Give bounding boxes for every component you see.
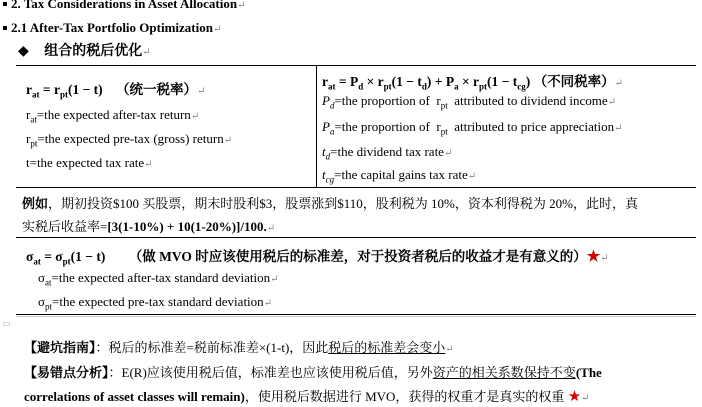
star-icon: ★ bbox=[567, 389, 582, 405]
star-icon: ★ bbox=[586, 249, 601, 265]
different-tax-formula: $r_{at} = P_d \times r_{pt}(1 - t_d) + P_a \times r_{pt}(1 - t_{cg})$ （不同税率）↵ bbox=[322, 74, 623, 92]
table-top-border bbox=[16, 65, 696, 66]
diamond-bullet-icon: ◆ bbox=[18, 44, 29, 59]
def-sigma-pt: $\sigma_{pt}=the$ expected pre-tax standard deviation↵ bbox=[38, 294, 273, 312]
square-bullet-icon bbox=[3, 2, 7, 6]
table-mid-border bbox=[16, 187, 696, 188]
sigma-formula: $\sigma_{at} = \sigma_{pt}(1 - t)$ （做 MVO 时应该使用税后的标准差，对于投资者税后的收益才是有意义的）★↵ bbox=[26, 249, 609, 267]
table-column-divider bbox=[316, 65, 317, 187]
table-mid-border-2 bbox=[16, 237, 696, 238]
pitfall-guide: 【避坑指南】：税后的标准差=税前标准差×(1-t)，因此税后的标准差会变小↵ bbox=[24, 340, 454, 355]
def-t: t=the expected tax rate↵ bbox=[26, 155, 153, 170]
def-pa: $P_a=the$ proportion of $r_{pt}$ attributed to price appreciation↵ bbox=[322, 119, 623, 137]
table-resize-handle[interactable]: ▭ bbox=[2, 318, 11, 328]
example-line-1: 例如，期初投资$100 买股票，期末时股利$3，股票涨到$110，股利税为 10%，资本利得税为 20%，此时，真 bbox=[22, 196, 638, 211]
def-rat: $r_{at}=the$ expected after-tax return↵ bbox=[26, 107, 200, 125]
table-shadow-border bbox=[16, 316, 696, 317]
uniform-tax-formula: $r_{at} = r_{pt}(1 - t)$ （统一税率）↵ bbox=[26, 82, 206, 100]
heading-2: 2. Tax Considerations in Asset Allocation↵ bbox=[2, 0, 246, 12]
error-analysis-line-1: 【易错点分析】：E(R)应该使用税后值，标准差也应该使用税后值，另外资产的相关系数保持不变(The bbox=[24, 365, 602, 380]
def-sigma-at: $\sigma_{at}=the$ expected after-tax standard deviation↵ bbox=[38, 270, 279, 288]
table-bottom-border bbox=[16, 314, 696, 315]
error-analysis-line-2: correlations of asset classes will remain)，使用税后数据进行 MVO，获得的权重才是真实的权重 ★↵ bbox=[24, 389, 590, 405]
def-td: $t_d=the$ dividend tax rate↵ bbox=[322, 144, 453, 162]
def-pd: $P_d=the$ proportion of $r_{pt}$ attributed to dividend income↵ bbox=[322, 93, 617, 111]
def-tcg: $t_{cg}=the$ capital gains tax rate↵ bbox=[322, 167, 477, 185]
def-rpt: $r_{pt}=the$ expected pre-tax (gross) return↵ bbox=[26, 131, 233, 149]
square-bullet-icon bbox=[3, 26, 7, 30]
heading-after-tax-optimization: ◆ 组合的税后优化↵ bbox=[18, 44, 151, 59]
heading-2-1: 2.1 After-Tax Portfolio Optimization↵ bbox=[2, 20, 221, 36]
example-line-2: 实税后收益率=[3(1-10%) + 10(1-20%)]/100.↵ bbox=[22, 219, 276, 234]
